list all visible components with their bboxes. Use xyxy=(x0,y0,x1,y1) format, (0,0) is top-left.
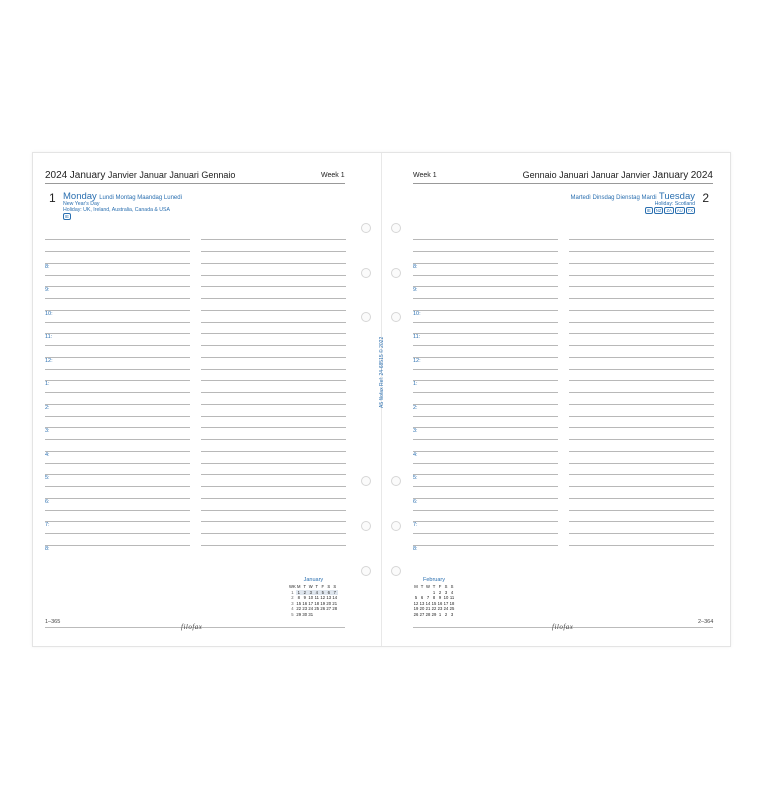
hour-label: 2: xyxy=(413,404,418,411)
cal-header-cell: T xyxy=(303,584,307,589)
hour-label: 4: xyxy=(413,451,418,458)
left-brand-logo: filofax xyxy=(181,623,203,631)
left-week: Week 1 xyxy=(321,172,345,179)
left-header-title xyxy=(45,170,235,181)
writing-line xyxy=(45,298,190,299)
cal-day-cell: 6 xyxy=(420,595,424,601)
writing-line xyxy=(569,521,714,522)
writing-line xyxy=(201,510,346,511)
cal-day-cell: 26 xyxy=(413,611,419,617)
cal-day-cell: 29 xyxy=(296,611,302,617)
cal-day-cell: 2 xyxy=(291,595,294,601)
cal-day-cell: 1 xyxy=(291,589,294,595)
left-badges xyxy=(62,213,71,220)
cal-header-cell: S xyxy=(327,584,331,589)
writing-line xyxy=(413,380,558,381)
writing-line xyxy=(45,392,190,393)
writing-line xyxy=(413,427,558,428)
writing-line xyxy=(413,322,558,323)
hour-label: 8: xyxy=(45,263,50,270)
writing-line xyxy=(45,533,190,534)
cal-header-cell: F xyxy=(438,584,442,589)
cal-day-cell: 29 xyxy=(431,611,437,617)
cal-day-cell: 20 xyxy=(326,600,332,606)
cal-day-cell: 4 xyxy=(291,606,294,612)
cal-day-cell: 24 xyxy=(443,606,449,612)
right-header-title xyxy=(523,170,713,181)
cal-day-cell: 25 xyxy=(314,606,320,612)
writing-line xyxy=(45,345,190,346)
hour-label: 9: xyxy=(413,287,418,294)
cal-header-cell: T xyxy=(420,584,424,589)
hour-label: 10: xyxy=(413,310,421,317)
writing-line xyxy=(569,380,714,381)
writing-line xyxy=(569,404,714,405)
writing-line xyxy=(569,263,714,264)
right-header-rule xyxy=(413,183,713,184)
writing-line xyxy=(201,463,346,464)
hour-label: 8: xyxy=(413,263,418,270)
right-day-main: Tuesday xyxy=(658,191,695,202)
ring-hole xyxy=(391,566,401,576)
cal-day-cell: 3 xyxy=(450,611,454,617)
hour-label: 4: xyxy=(45,451,50,458)
writing-line xyxy=(201,322,346,323)
writing-line xyxy=(45,439,190,440)
writing-line xyxy=(569,298,714,299)
cal-day-cell: 14 xyxy=(425,600,431,606)
writing-line xyxy=(45,545,190,546)
cal-header-cell: WK xyxy=(289,584,296,589)
hour-label: 7: xyxy=(413,522,418,529)
writing-line xyxy=(45,333,190,334)
cal-day-cell: 2 xyxy=(444,611,448,617)
hour-label: 8: xyxy=(45,545,50,552)
writing-line xyxy=(201,416,346,417)
left-page-number: 1–365 xyxy=(45,619,61,625)
cal-day-cell: 9 xyxy=(438,595,442,601)
cal-header-cell: M xyxy=(414,584,418,589)
hour-label: 1: xyxy=(413,381,418,388)
writing-line xyxy=(201,380,346,381)
writing-line xyxy=(201,404,346,405)
left-month-langs: Janvier Januar Januari Gennaio xyxy=(107,170,236,180)
writing-line xyxy=(413,545,558,546)
cal-header-cell: T xyxy=(315,584,319,589)
right-month: January xyxy=(652,170,689,181)
ring-hole xyxy=(391,476,401,486)
hour-label: 12: xyxy=(45,357,53,364)
hour-label: 10: xyxy=(45,310,53,317)
right-cal-table xyxy=(413,584,455,618)
cal-day-cell: 21 xyxy=(332,600,338,606)
writing-line xyxy=(569,474,714,475)
writing-line xyxy=(201,275,346,276)
right-note-1: Holiday: Scotland xyxy=(654,201,695,207)
writing-line xyxy=(201,286,346,287)
ring-hole xyxy=(391,268,401,278)
cal-day-cell: 28 xyxy=(425,611,431,617)
left-mini-calendar xyxy=(289,577,338,618)
hour-label: 6: xyxy=(413,498,418,505)
writing-line xyxy=(569,369,714,370)
cal-day-cell: 5 xyxy=(321,589,324,595)
writing-line xyxy=(45,427,190,428)
ring-hole xyxy=(361,566,371,576)
writing-line xyxy=(413,251,558,252)
cal-day-cell: 14 xyxy=(332,595,338,601)
hour-label: 9: xyxy=(45,287,50,294)
right-badge: IE xyxy=(646,208,651,213)
cal-header-cell: S xyxy=(450,584,454,589)
cal-day-cell: 7 xyxy=(333,589,336,595)
hour-label: 3: xyxy=(413,428,418,435)
writing-line xyxy=(569,322,714,323)
hour-label: 11: xyxy=(413,334,421,341)
cal-day-cell: 8 xyxy=(297,595,300,601)
writing-line xyxy=(201,392,346,393)
writing-line xyxy=(413,404,558,405)
writing-line xyxy=(45,286,190,287)
cal-day-cell: 1 xyxy=(297,589,300,595)
cal-day-cell: 26 xyxy=(320,606,326,612)
hour-label: 8: xyxy=(413,545,418,552)
left-year: 2024 xyxy=(45,170,68,181)
writing-line xyxy=(569,439,714,440)
right-week: Week 1 xyxy=(413,172,437,179)
writing-line xyxy=(413,498,558,499)
cal-day-cell: 10 xyxy=(308,595,314,601)
left-cal-table xyxy=(289,584,338,618)
cal-day-cell: 11 xyxy=(314,595,319,601)
writing-line xyxy=(569,498,714,499)
writing-line xyxy=(45,263,190,264)
writing-line xyxy=(201,310,346,311)
left-note-2: Holiday: UK, Ireland, Australia, Canada & USA xyxy=(63,207,170,213)
writing-line xyxy=(201,369,346,370)
writing-line xyxy=(201,427,346,428)
cal-day-cell: 25 xyxy=(449,606,455,612)
writing-line xyxy=(413,463,558,464)
cal-header-cell: W xyxy=(426,584,430,589)
cal-day-cell: 3 xyxy=(291,600,294,606)
writing-line xyxy=(45,310,190,311)
hour-label: 1: xyxy=(45,381,50,388)
writing-line xyxy=(45,239,190,240)
writing-line xyxy=(201,545,346,546)
writing-line xyxy=(413,416,558,417)
writing-line xyxy=(569,451,714,452)
right-cal-title: February xyxy=(422,577,445,583)
spine-reference: A5 filofax Ref: 24-68515 © 2022 xyxy=(379,336,385,408)
writing-line xyxy=(201,498,346,499)
writing-line xyxy=(201,439,346,440)
right-badge: ZA xyxy=(666,208,672,213)
writing-line xyxy=(413,474,558,475)
ring-hole xyxy=(361,476,371,486)
writing-line xyxy=(45,474,190,475)
right-day-langs: Martedì Dinsdag Dienstag Mardi xyxy=(570,195,657,201)
hour-label: 12: xyxy=(413,357,421,364)
writing-line xyxy=(569,333,714,334)
writing-line xyxy=(201,345,346,346)
writing-line xyxy=(569,392,714,393)
writing-line xyxy=(45,451,190,452)
hour-label: 2: xyxy=(45,404,50,411)
left-header-rule xyxy=(45,183,345,184)
cal-day-cell: 6 xyxy=(327,589,330,595)
writing-line xyxy=(201,298,346,299)
hour-label: 3: xyxy=(45,428,50,435)
left-day-number: 1 xyxy=(49,191,56,205)
writing-line xyxy=(413,521,558,522)
writing-line xyxy=(413,239,558,240)
writing-line xyxy=(413,298,558,299)
cal-day-cell: 24 xyxy=(308,606,314,612)
ring-hole xyxy=(361,268,371,278)
cal-day-cell: 8 xyxy=(432,595,436,601)
cal-day-cell: 23 xyxy=(437,606,443,612)
writing-line xyxy=(569,239,714,240)
right-brand-logo: filofax xyxy=(552,623,574,631)
cal-day-cell: 27 xyxy=(326,606,332,612)
right-mini-calendar xyxy=(413,577,455,618)
writing-line xyxy=(569,310,714,311)
writing-line xyxy=(201,521,346,522)
writing-line xyxy=(201,451,346,452)
writing-line xyxy=(413,345,558,346)
cal-day-cell: 2 xyxy=(303,589,306,595)
writing-line xyxy=(413,369,558,370)
left-note-1: New Year's Day xyxy=(63,201,100,207)
left-day-main: Monday xyxy=(63,191,97,202)
writing-line xyxy=(45,275,190,276)
cal-day-cell: 19 xyxy=(413,606,419,612)
right-month-langs: Gennaio Januari Januar Janvier xyxy=(522,170,651,180)
ring-hole xyxy=(391,223,401,233)
cal-day-cell: 20 xyxy=(419,606,425,612)
writing-line xyxy=(569,545,714,546)
cal-day-cell: 19 xyxy=(320,600,326,606)
cal-day-cell: 3 xyxy=(444,589,448,595)
ring-hole xyxy=(361,312,371,322)
cal-day-cell: 11 xyxy=(449,595,455,601)
writing-line xyxy=(45,416,190,417)
writing-line xyxy=(569,251,714,252)
writing-line xyxy=(413,310,558,311)
writing-line xyxy=(569,357,714,358)
cal-day-cell: 13 xyxy=(326,595,332,601)
diary-spread xyxy=(32,152,731,647)
writing-line xyxy=(569,345,714,346)
cal-day-cell: 15 xyxy=(431,600,437,606)
writing-line xyxy=(201,486,346,487)
ring-hole xyxy=(361,223,371,233)
writing-line xyxy=(569,533,714,534)
cal-header-cell: T xyxy=(432,584,436,589)
cal-day-cell: 2 xyxy=(438,589,442,595)
ring-hole xyxy=(391,521,401,531)
right-badge: AU xyxy=(676,208,683,213)
cal-day-cell: 7 xyxy=(426,595,430,601)
left-cal-title: January xyxy=(303,577,324,583)
right-day-number: 2 xyxy=(702,191,709,205)
cal-header-cell: F xyxy=(321,584,325,589)
cal-day-cell: 31 xyxy=(308,611,314,617)
writing-line xyxy=(45,251,190,252)
writing-line xyxy=(413,275,558,276)
left-day-langs: Lundi Montag Maandag Lunedì xyxy=(99,195,183,201)
writing-line xyxy=(413,392,558,393)
hour-label: 6: xyxy=(45,498,50,505)
writing-line xyxy=(45,498,190,499)
right-badge: TX xyxy=(687,208,693,213)
left-month: January xyxy=(69,170,106,181)
right-page xyxy=(382,153,730,646)
ring-hole xyxy=(361,521,371,531)
right-page-number: 2–364 xyxy=(698,619,714,625)
cal-day-cell: 13 xyxy=(419,600,425,606)
writing-line xyxy=(413,533,558,534)
writing-line xyxy=(45,369,190,370)
writing-line xyxy=(45,510,190,511)
cal-day-cell: 10 xyxy=(443,595,449,601)
writing-line xyxy=(201,239,346,240)
cal-header-cell: W xyxy=(308,584,313,589)
hour-label: 7: xyxy=(45,522,50,529)
writing-line xyxy=(569,286,714,287)
writing-line xyxy=(201,357,346,358)
cal-day-cell: 4 xyxy=(315,589,318,595)
cal-day-cell: 18 xyxy=(314,600,320,606)
writing-line xyxy=(569,510,714,511)
cal-day-cell: 9 xyxy=(303,595,306,601)
cal-day-cell: 18 xyxy=(449,600,455,606)
cal-day-cell: 21 xyxy=(425,606,431,612)
writing-line xyxy=(569,463,714,464)
cal-day-cell: 28 xyxy=(332,606,338,612)
cal-day-cell: 30 xyxy=(302,611,308,617)
cal-day-cell: 5 xyxy=(414,595,418,601)
writing-line xyxy=(413,333,558,334)
cal-header-cell: S xyxy=(444,584,448,589)
writing-line xyxy=(201,333,346,334)
writing-line xyxy=(569,275,714,276)
right-year: 2024 xyxy=(690,170,713,181)
cal-day-cell: 23 xyxy=(302,606,308,612)
hour-label: 11: xyxy=(45,334,53,341)
left-page xyxy=(33,153,381,646)
cal-day-cell: 4 xyxy=(450,589,454,595)
cal-header-cell: S xyxy=(333,584,337,589)
writing-line xyxy=(413,263,558,264)
writing-line xyxy=(413,357,558,358)
right-badge: NZ xyxy=(655,208,662,213)
cal-header-cell: M xyxy=(297,584,301,589)
cal-day-cell: 1 xyxy=(438,611,442,617)
writing-line xyxy=(45,521,190,522)
hour-label: 5: xyxy=(413,475,418,482)
cal-day-cell: 16 xyxy=(437,600,443,606)
cal-day-cell: 3 xyxy=(309,589,312,595)
writing-line xyxy=(569,427,714,428)
cal-day-cell: 5 xyxy=(291,611,294,617)
cal-day-cell: 27 xyxy=(419,611,425,617)
writing-line xyxy=(569,416,714,417)
cal-day-cell: 12 xyxy=(413,600,419,606)
cal-day-cell: 16 xyxy=(302,600,308,606)
right-badges xyxy=(644,207,695,214)
writing-line xyxy=(45,380,190,381)
cal-day-cell: 1 xyxy=(432,589,436,595)
cal-day-cell: 22 xyxy=(296,606,302,612)
hour-label: 5: xyxy=(45,475,50,482)
ring-hole xyxy=(391,312,401,322)
left-badge: IE xyxy=(65,214,69,219)
writing-line xyxy=(45,357,190,358)
cal-day-cell: 17 xyxy=(443,600,449,606)
writing-line xyxy=(413,486,558,487)
cal-day-cell: 12 xyxy=(320,595,326,601)
writing-line xyxy=(45,486,190,487)
writing-line xyxy=(201,474,346,475)
cal-day-cell: 17 xyxy=(308,600,314,606)
writing-line xyxy=(45,463,190,464)
writing-line xyxy=(201,251,346,252)
writing-line xyxy=(201,263,346,264)
writing-line xyxy=(569,486,714,487)
writing-line xyxy=(45,322,190,323)
writing-line xyxy=(413,510,558,511)
writing-line xyxy=(413,451,558,452)
writing-line xyxy=(45,404,190,405)
cal-day-cell xyxy=(332,612,338,618)
writing-line xyxy=(413,439,558,440)
writing-line xyxy=(413,286,558,287)
cal-day-cell: 15 xyxy=(296,600,302,606)
cal-day-cell: 22 xyxy=(431,606,437,612)
writing-line xyxy=(201,533,346,534)
